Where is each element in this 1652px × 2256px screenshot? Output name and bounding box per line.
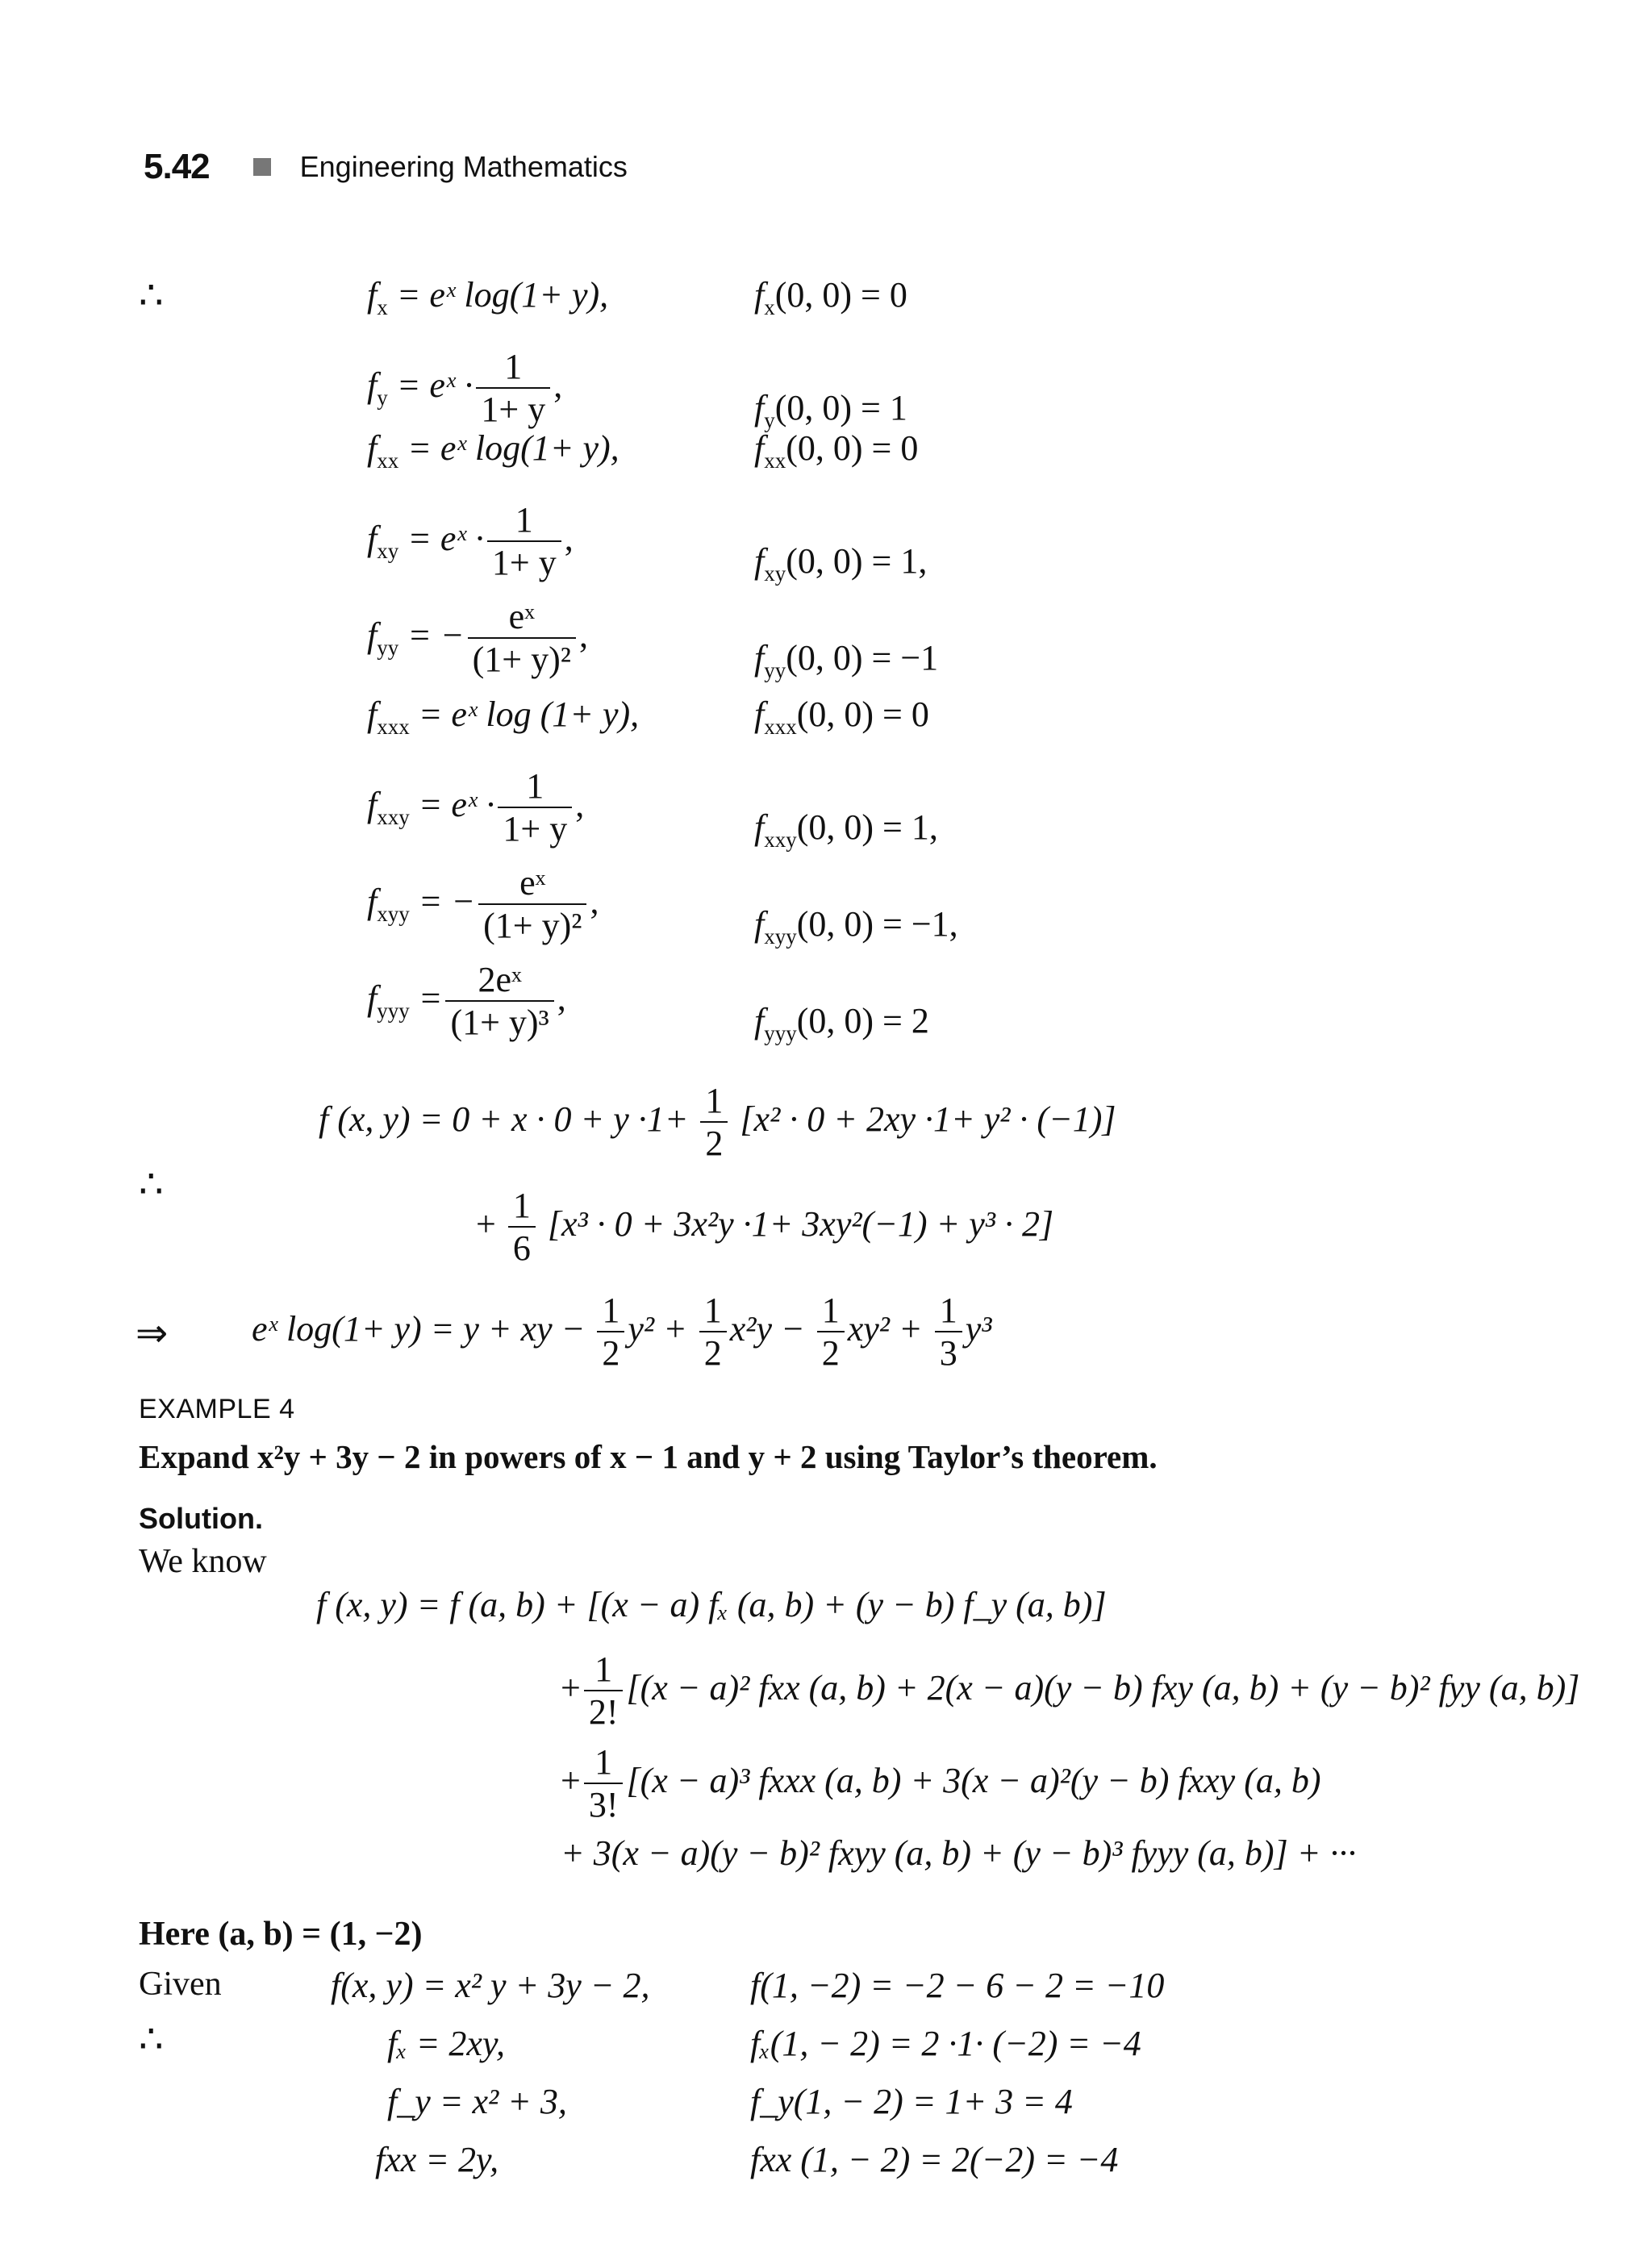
derivative-row: $f_{yy}$ = − $\frac{\text{eˣ}}{\text{(1+ y)²}}$ , (367, 597, 588, 679)
derivative-row: $f_{xxx}$ = eˣ log (1+ y), (367, 694, 640, 739)
example-statement: Expand x²y + 3y − 2 in powers of x − 1 and y + 2 using Taylor’s theorem. (139, 1438, 1158, 1475)
derivative-value: $f_{xy}(0$, 0) = 1, (754, 541, 928, 586)
derivative-row: $f_y$ = eˣ · $\frac{1}{1+ y}$ , (367, 347, 563, 429)
taylor-line-2: + $\frac{1}{2!}$ [(x − a)² fxx (a, b) + 2(x − a)(y − b) fxy (a, b) + (y − b)² fyy (a, b)] (561, 1649, 1580, 1732)
fraction: $\frac{1}{2}$ (700, 1081, 728, 1165)
given-label: Given (139, 1966, 222, 2003)
fraction: $\frac{1}{1+ y}$ (487, 500, 561, 584)
derivative-row: $f_{xxy}$ = eˣ · $\frac{1}{1+ y}$ , (367, 766, 585, 849)
given-derivative: f(x, y) = x² y + 3y − 2, (331, 1966, 650, 2005)
solution-label: Solution. (139, 1502, 263, 1535)
given-derivative-value: fₓ(1, − 2) = 2 ·1· (−2) = −4 (750, 2024, 1141, 2063)
expansion-line-1: f (x, y) = 0 + x · 0 + y ·1+ $\frac{1}{2}$ [x² · 0 + 2xy ·1+ y² · (−1)] (319, 1081, 1116, 1163)
derivative-value: $f_{xyy}(0$, 0) = −1, (754, 904, 958, 949)
fraction: $\frac{\text{eˣ}}{\text{(1+ y)²}}$ (478, 863, 586, 947)
derivative-row: $f_{yyy}$ = $\frac{\text{2eˣ}}{\text{(1+ y)³}}$ , (367, 960, 566, 1042)
given-derivative: fxx = 2y, (375, 2140, 499, 2179)
derivative-row: $f_{xy}$ = eˣ · $\frac{1}{1+ y}$ , (367, 500, 574, 582)
derivative-row: $f_{xx}$ = eˣ log(1+ y), (367, 428, 620, 473)
here-statement: Here (a, b) = (1, −2) (139, 1916, 423, 1953)
derivative-value: $f_y(0$, 0) = 1 (754, 388, 907, 432)
taylor-line-4: + 3(x − a)(y − b)² fxyy (a, b) + (y − b)³ fyyy (a, b)] + ··· (561, 1833, 1357, 1873)
fraction: $\frac{1}{1+ y}$ (498, 766, 572, 850)
fraction: $\frac{1}{6}$ (508, 1186, 536, 1270)
taylor-line-1: f (x, y) = f (a, b) + [(x − a) fₓ (a, b) + (y − b) f_y (a, b)] (316, 1585, 1107, 1624)
given-derivative-value: f_y(1, − 2) = 1+ 3 = 4 (750, 2082, 1073, 2121)
therefore-symbol-2: ∴ (139, 1163, 164, 1206)
taylor-line-3: + $\frac{1}{3!}$ [(x − a)³ fxxx (a, b) + 3(x − a)²(y − b) fxxy (a, b) (561, 1742, 1321, 1824)
therefore-symbol: ∴ (139, 274, 164, 317)
fraction: $\frac{\text{eˣ}}{\text{(1+ y)²}}$ (468, 597, 576, 681)
given-derivative: f_y = x² + 3, (387, 2082, 567, 2121)
running-header (144, 147, 628, 187)
derivative-value: $f_{yyy}(0$, 0) = 2 (754, 1001, 929, 1045)
book-title: Engineering Mathematics (299, 150, 628, 183)
derivative-value: $f_{xxy}(0$, 0) = 1, (754, 807, 938, 852)
derivative-row: $f_{xyy}$ = − $\frac{\text{eˣ}}{\text{(1+ y)²}}$ , (367, 863, 599, 945)
fraction: $\frac{1}{1+ y}$ (476, 347, 550, 431)
fraction: $\frac{\text{2eˣ}}{\text{(1+ y)³}}$ (445, 960, 553, 1044)
derivative-value: $f_{xx}(0$, 0) = 0 (754, 428, 919, 473)
header-square-icon (253, 158, 271, 176)
derivative-value: $f_{yy}(0$, 0) = −1 (754, 638, 939, 682)
expansion-line-2: + $\frac{1}{6}$ [x³ · 0 + 3x²y ·1+ 3xy²(−1) + y³ · 2] (476, 1186, 1054, 1268)
given-derivative-value: f(1, −2) = −2 − 6 − 2 = −10 (750, 1966, 1165, 2005)
derivative-value: $f_x(0$, 0) = 0 (754, 275, 907, 319)
derivative-row: $f_x$ = eˣ log(1+ y), (367, 275, 609, 319)
we-know-text: We know (139, 1543, 267, 1580)
therefore-symbol-3: ∴ (139, 2018, 164, 2061)
derivative-value: $f_{xxx}(0$, 0) = 0 (754, 694, 929, 739)
example-label: EXAMPLE 4 (139, 1394, 295, 1424)
page-number: 5.42 (144, 147, 210, 186)
implies-symbol: ⇒ (136, 1312, 169, 1355)
given-derivative: fₓ = 2xy, (387, 2024, 506, 2063)
result-equation: eˣ log(1+ y) = y + xy − $\frac{1}{2}$ y² + $\frac{1}{2}$ x²y − $\frac{1}{2}$ xy² + $\frac{1}{3}$ y³ (252, 1291, 992, 1373)
given-derivative-value: fxx (1, − 2) = 2(−2) = −4 (750, 2140, 1119, 2179)
